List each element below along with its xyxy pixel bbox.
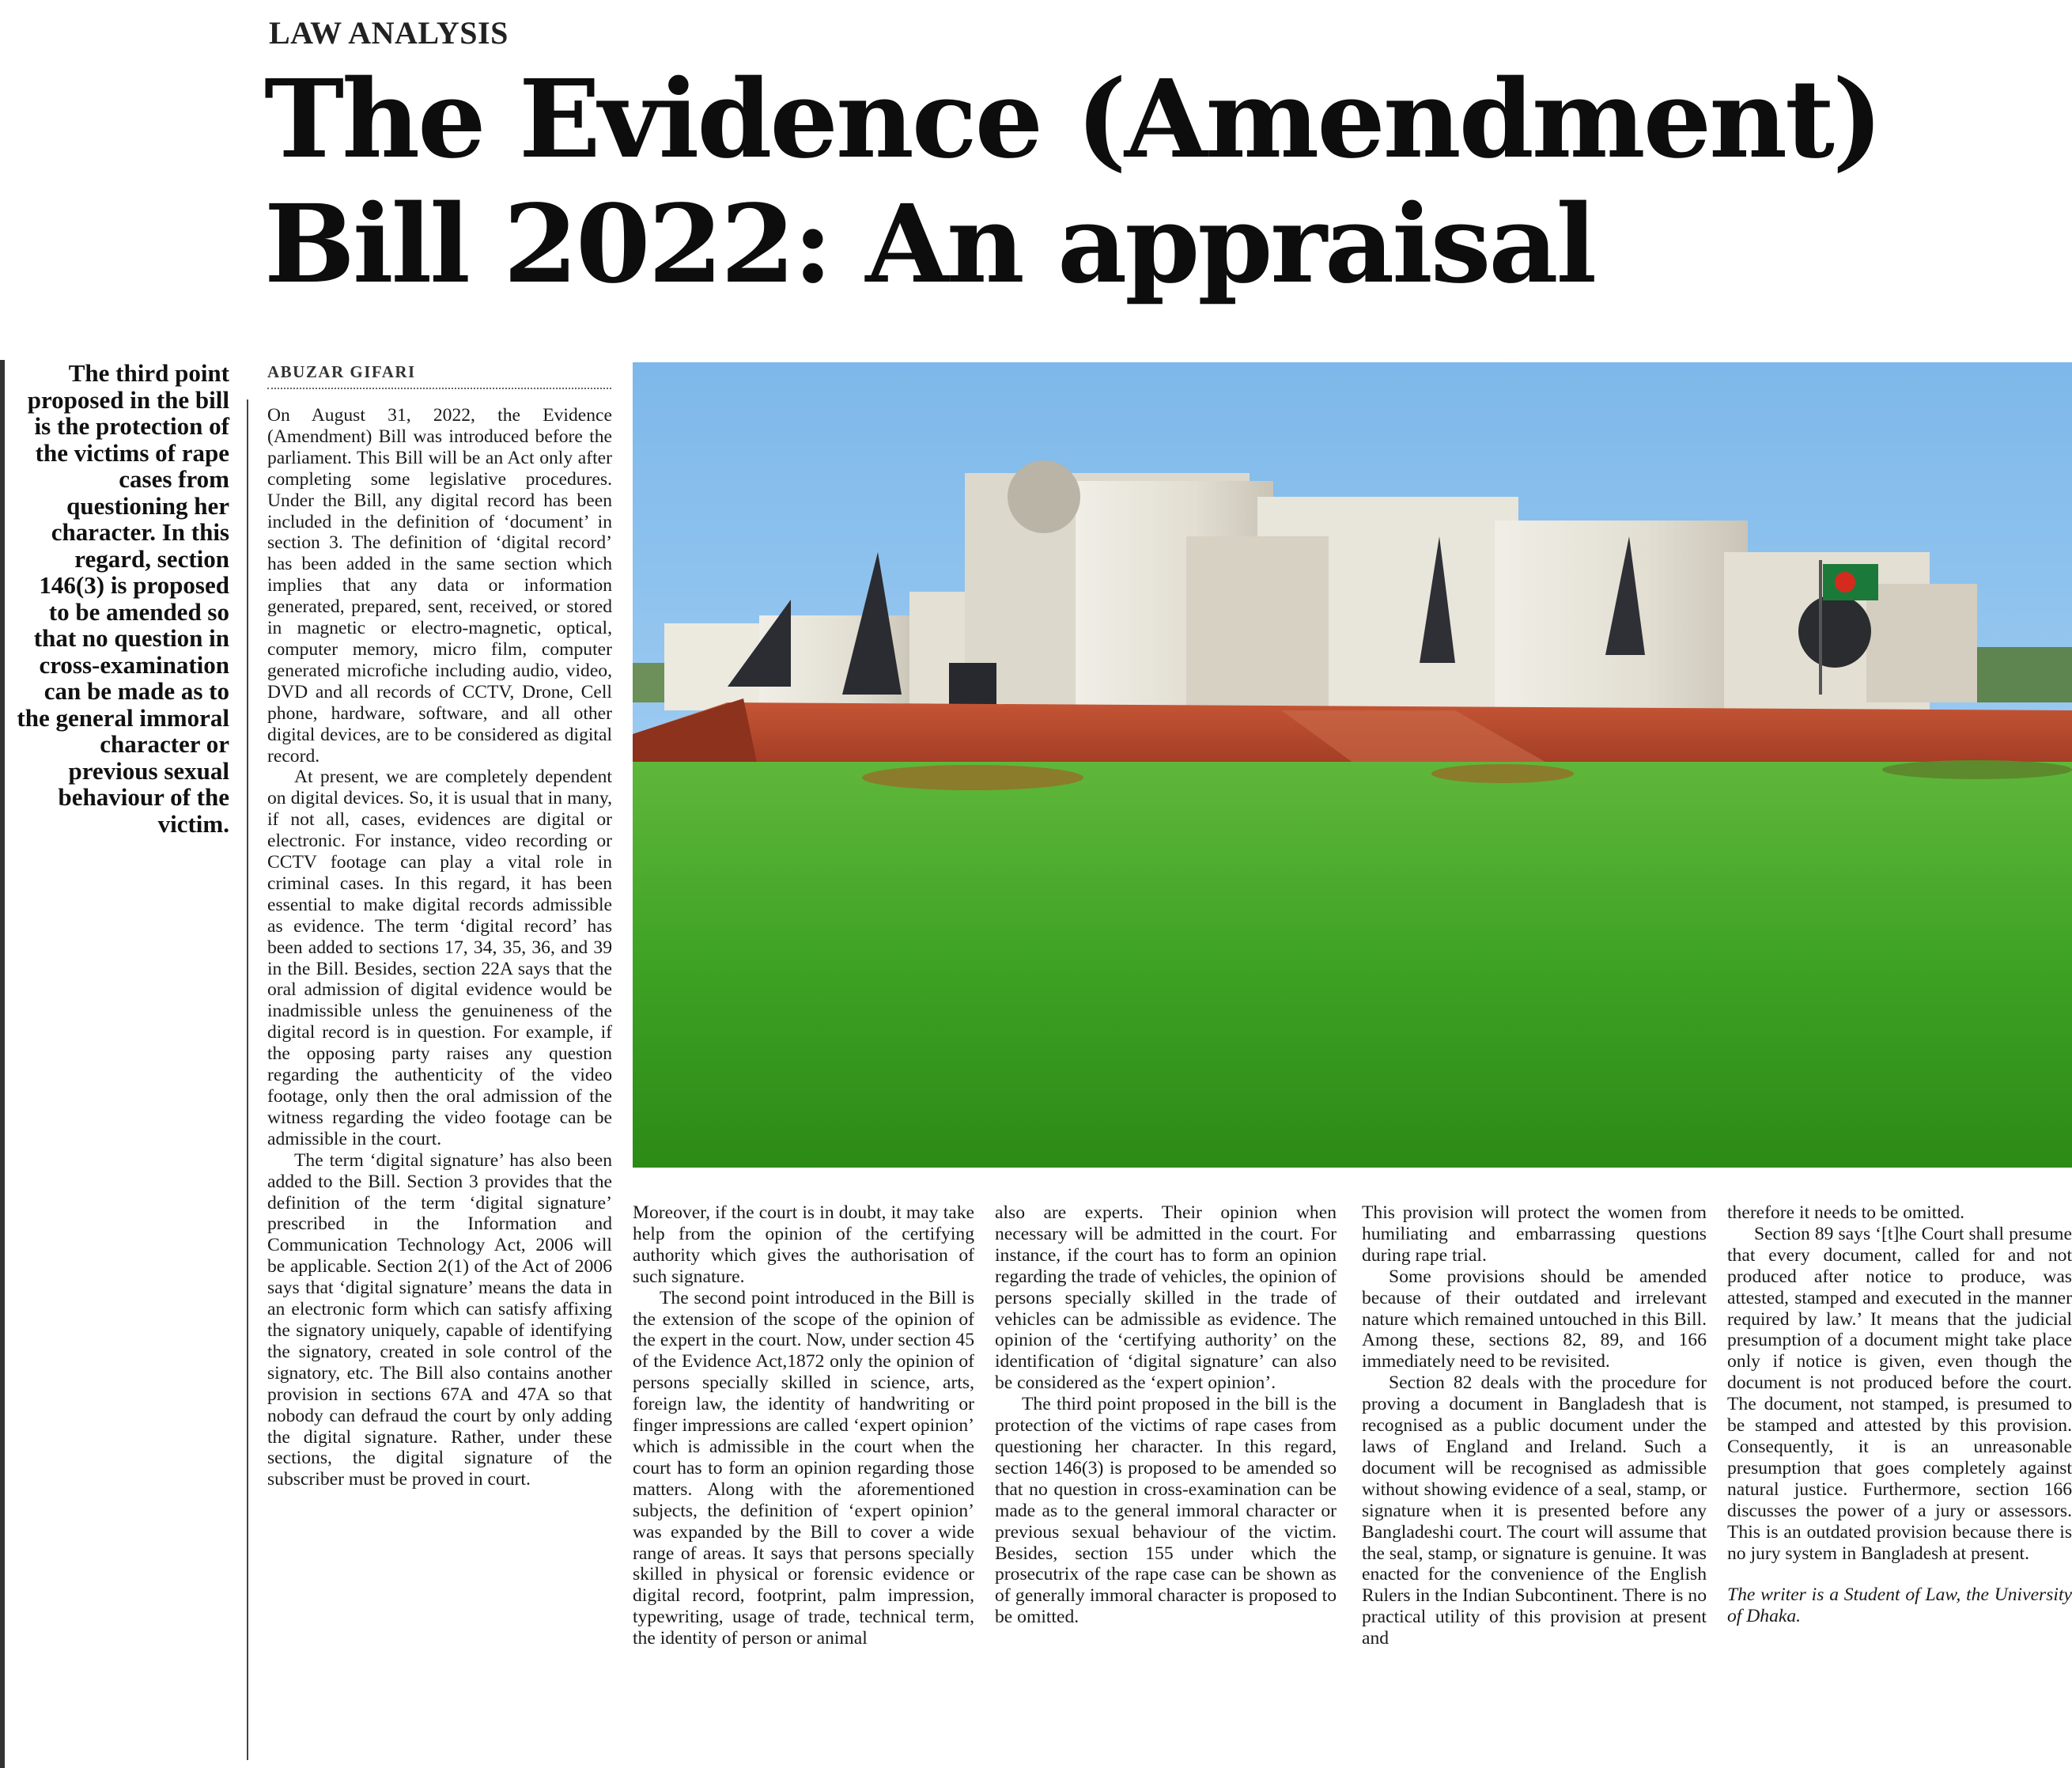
headline-line-1: The Evidence (Amendment) <box>264 56 1881 183</box>
article-column-4 <box>1362 1202 1707 1649</box>
paragraph: Some provisions should be amended because of their outdated and irrelevant nature which remained untouched in this Bill. Among these, sections 82, 89, and 166 immediately need to be revisited. <box>1362 1266 1707 1372</box>
paragraph: The term ‘digital signature’ has also been added to the Bill. Section 3 provides that the definition of the term ‘digital signature’ prescribed in the Information and Communication Technology Act, 2006 will be applicable. Section 2(1) of the Act of 2006 says that ‘digital signature’ means the data in an electronic form which can satisfy affixing the signatory uniquely, capable of identifying the signatory, created in sole control of the signatory, etc. The Bill also contains another provision in sections 67A and 47A so that nobody can defraud the court by only adding the digital signature. Rather, under these sections, the digital signature of the subscriber must be proved in court. <box>267 1149 612 1490</box>
paragraph: On August 31, 2022, the Evidence (Amendment) Bill was introduced before the parliament. This Bill will be an Act only after completing some legislative procedures. Under the Bill, any digital record has been included in the definition of ‘document’ in section 3. The definition of ‘digital record’ has been added in the same section which implies that any data or information generated, prepared, sent, received, or stored in magnetic or electro-magnetic, optical, computer memory, micro film, computer generated microfiche including audio, video, DVD and all records of CCTV, Drone, Cell phone, hardware, software, and all other digital devices, are to be considered as digital record. <box>267 405 612 767</box>
headline-line-2: Bill 2022: An appraisal <box>264 181 1595 308</box>
paragraph: Section 89 says ‘[t]he Court shall presume that every document, called for and not produced after notice to produce, was attested, stamped and executed in the manner required by law.’ It means that the judicial presumption of a document might take place only if notice is given, even though the document is not produced before the court. The document, not stamped, is presumed to be stamped and attested by this provision. Consequently, it is an unreasonable presumption that goes completely against natural justice. Furthermore, section 166 discusses the power of a jury or assessors. This is an outdated provision because there is no jury system in Bangladesh at present. <box>1727 1223 2072 1564</box>
parliament-illustration <box>633 362 2072 1168</box>
paragraph: This provision will protect the women from humiliating and embarrassing questions during rape trial. <box>1362 1202 1707 1266</box>
paragraph: The third point proposed in the bill is the protection of the victims of rape cases from questioning her character. In this regard, section 146(3) is proposed to be amended so that no question in cross-examination can be made as to the general immoral character or previous sexual behaviour of the victim. Besides, section 155 under which the prosecutrix of the rape case can be shown as of generally immoral character is proposed to be omitted. <box>995 1394 1337 1628</box>
paragraph: Moreover, if the court is in doubt, it may take help from the opinion of the certifying authority which gives the authorisation of such signature. <box>633 1202 974 1287</box>
paragraph: At present, we are completely dependent on digital devices. So, it is usual that in many, if not all, cases, evidences are digital or electronic. For instance, video recording or CCTV footage can play a vital role in criminal cases. In this regard, it has been essential to make digital records admissible as evidence. The term ‘digital record’ has been added to sections 17, 34, 35, 36, and 39 in the Bill. Besides, section 22A says that the oral admission of digital evidence would be inadmissible unless the genuineness of the digital record is in question. For example, if the opposing party raises any question regarding the authenticity of the video footage, only then the oral admission of the witness regarding the video footage can be admissible in the court. <box>267 767 612 1149</box>
byline: ABUZAR GIFARI <box>267 362 611 389</box>
article-column-2 <box>633 1202 974 1649</box>
parliament-building-photo <box>633 362 2072 1168</box>
section-label: LAW ANALYSIS <box>269 15 509 51</box>
paragraph: also are experts. Their opinion when necessary will be admitted in the court. For instance, if the court has to form an opinion regarding the trade of vehicles, the opinion of persons specially skilled in the trade of vehicles can be admissible as evidence. The opinion of the ‘certifying authority’ on the identification of ‘digital signature’ can also be considered as the ‘expert opinion’. <box>995 1202 1337 1394</box>
left-rule <box>0 360 5 1768</box>
article-column-1 <box>267 405 612 1490</box>
article-column-3 <box>995 1202 1337 1628</box>
pull-quote: The third point proposed in the bill is the protection of the victims of rape cases from questioning her character. In this regard, section 146(3) is proposed to be amended so that no question in cross-examination can be made as to the general immoral character or previous sexual behaviour of the victim. <box>17 359 229 838</box>
author-credit: The writer is a Student of Law, the University of Dhaka. <box>1727 1584 2072 1627</box>
paragraph: therefore it needs to be omitted. <box>1727 1202 1965 1223</box>
headline <box>264 57 2051 307</box>
article-column-5 <box>1727 1202 2072 1627</box>
column-divider <box>247 399 248 1760</box>
paragraph: Section 82 deals with the procedure for proving a document in Bangladesh that is recognised as a public document under the laws of England and Ireland. Such a document will be recognised as admissible without showing evidence of a seal, stamp, or signature when it is presented before any Bangladeshi court. The court will assume that the seal, stamp, or signature is genuine. It was enacted for the convenience of the English Rulers in the Indian Subcontinent. There is no practical utility of this provision at present and <box>1362 1372 1707 1649</box>
paragraph: The second point introduced in the Bill is the extension of the scope of the opinion of the expert in the court. Now, under section 45 of the Evidence Act,1872 only the opinion of persons specially skilled in science, arts, foreign law, the identity of handwriting or finger impressions are called ‘expert opinion’ which is admissible in the court when the court has to form an opinion regarding those matters. Along with the aforementioned subjects, the definition of ‘expert opinion’ was expanded by the Bill to cover a wide range of areas. It says that persons specially skilled in physical or forensic evidence or digital record, footprint, palm impression, typewriting, usage of trade, technical term, the identity of person or animal <box>633 1287 974 1649</box>
